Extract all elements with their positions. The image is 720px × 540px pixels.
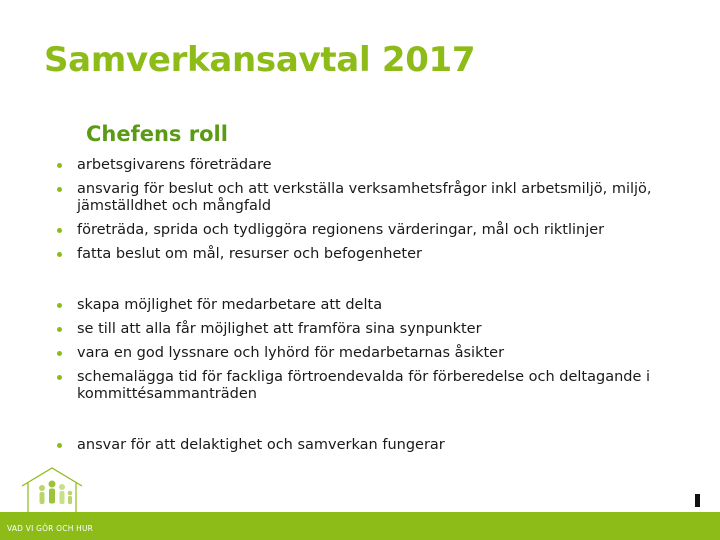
list-item xyxy=(55,321,675,338)
list-item-text: schemalägga tid för fackliga förtroendevalda för förberedelse och deltagande i kommittésammanträden xyxy=(77,369,651,402)
list-item-text: se till att alla får möjlighet att framföra sina synpunkter xyxy=(77,321,482,337)
list-item xyxy=(55,157,675,174)
list-item-text: företräda, sprida och tydliggöra regionens värderingar, mål och riktlinjer xyxy=(77,222,605,238)
list-item-text: ansvar för att delaktighet och samverkan fungerar xyxy=(77,437,445,453)
footer-bar xyxy=(0,512,720,540)
bullet-icon xyxy=(57,327,62,332)
bullet-list-3 xyxy=(55,437,675,461)
list-item xyxy=(55,437,675,454)
bullet-icon xyxy=(57,187,62,192)
bullet-icon xyxy=(57,252,62,257)
list-item-text: fatta beslut om mål, resurser och befogenheter xyxy=(77,246,422,262)
list-item xyxy=(55,222,675,239)
list-item-text: skapa möjlighet för medarbetare att delta xyxy=(77,297,383,313)
bullet-icon xyxy=(57,163,62,168)
list-item xyxy=(55,345,675,362)
list-item xyxy=(55,369,675,403)
list-item xyxy=(55,246,675,263)
list-item-text: vara en god lyssnare och lyhörd för medarbetarnas åsikter xyxy=(77,345,505,361)
bullet-icon xyxy=(57,375,62,380)
bullet-icon xyxy=(57,303,62,308)
bullet-icon xyxy=(57,228,62,233)
list-item-text: ansvarig för beslut och att verkställa verksamhetsfrågor inkl arbetsmiljö, miljö, jämställdhet och mångfald xyxy=(77,181,652,214)
footer-text: VAD VI GÖR OCH HUR xyxy=(7,524,94,533)
bullet-icon xyxy=(57,443,62,448)
list-item-text: arbetsgivarens företrädare xyxy=(77,157,272,173)
bullet-list-2 xyxy=(55,297,675,410)
house-people-logo-icon xyxy=(18,466,86,514)
list-item xyxy=(55,181,675,215)
bullet-list-1 xyxy=(55,157,675,270)
bullet-icon xyxy=(57,351,62,356)
slide-subtitle: Chefens roll xyxy=(86,122,228,146)
page-marker xyxy=(695,494,700,507)
slide-title: Samverkansavtal 2017 xyxy=(44,40,476,80)
list-item xyxy=(55,297,675,314)
